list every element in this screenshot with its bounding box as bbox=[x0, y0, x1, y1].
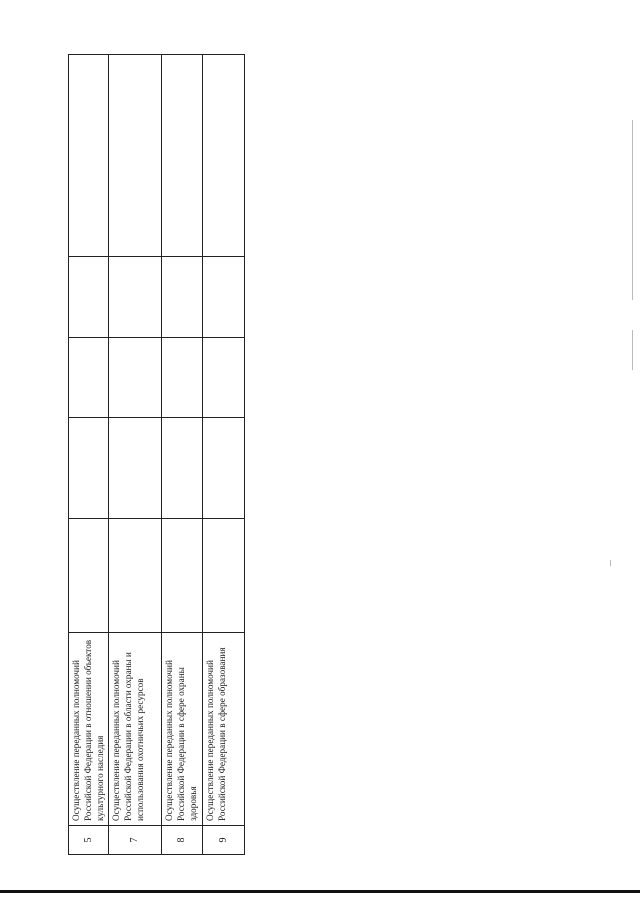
table-cell bbox=[69, 55, 109, 257]
row-number: 7 bbox=[109, 826, 162, 855]
table-cell bbox=[109, 55, 162, 257]
table-cell bbox=[109, 257, 162, 338]
table-row bbox=[69, 55, 109, 855]
row-description: Осуществление переданных полномочий Российской Федерации в отношении объектов культурного наследия bbox=[69, 633, 109, 826]
scan-noise bbox=[632, 330, 633, 370]
row-description: Осуществление переданных полномочий Российской Федерации в сфере образования bbox=[203, 633, 245, 826]
rotated-table-wrapper bbox=[68, 55, 244, 855]
table-cell bbox=[69, 519, 109, 633]
table-cell bbox=[203, 257, 245, 338]
row-number: 9 bbox=[203, 826, 245, 855]
scan-noise bbox=[610, 560, 611, 566]
table-cell bbox=[203, 55, 245, 257]
table-row bbox=[109, 55, 162, 855]
row-description: Осуществление переданных полномочий Российской Федерации в сфере охраны здоровья bbox=[162, 633, 203, 826]
table-cell bbox=[203, 519, 245, 633]
table-cell bbox=[109, 418, 162, 519]
table-cell bbox=[203, 418, 245, 519]
table-cell bbox=[162, 257, 203, 338]
row-number: 8 bbox=[162, 826, 203, 855]
table-cell bbox=[162, 55, 203, 257]
table-cell bbox=[162, 418, 203, 519]
table-cell bbox=[109, 519, 162, 633]
table-cell bbox=[109, 338, 162, 418]
table-cell bbox=[69, 338, 109, 418]
table-cell bbox=[162, 338, 203, 418]
budget-table bbox=[68, 54, 245, 855]
row-number: 5 bbox=[69, 826, 109, 855]
table-row bbox=[162, 55, 203, 855]
bottom-scan-line bbox=[0, 890, 640, 893]
table-row bbox=[203, 55, 245, 855]
scan-noise bbox=[632, 120, 633, 300]
row-description: Осуществление переданных полномочий Российской Федерации в области охраны и использования охотничьих ресурсов bbox=[109, 633, 162, 826]
table-cell bbox=[162, 519, 203, 633]
table-cell bbox=[203, 338, 245, 418]
table-cell bbox=[69, 257, 109, 338]
table-cell bbox=[69, 418, 109, 519]
